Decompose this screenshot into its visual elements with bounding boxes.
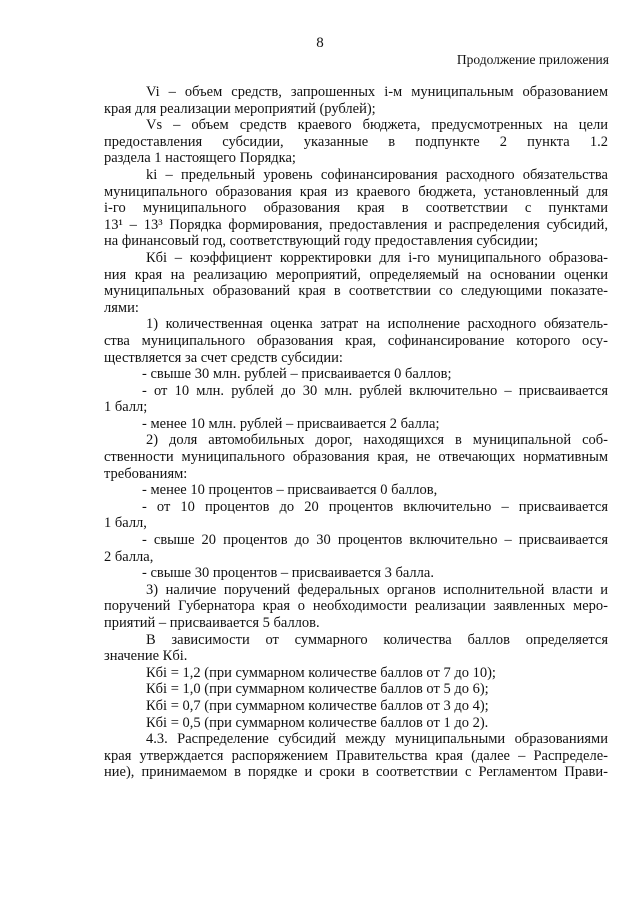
- text-line: приятий – присваивается 5 баллов.: [104, 615, 320, 631]
- text-line: Кбi = 0,5 (при суммарном количестве баллов от 1 до 2).: [146, 714, 489, 731]
- text-line: края утверждается распоряжением Правительства края (далее – Распределе-: [104, 747, 608, 764]
- text-line: ki – предельный уровень софинансирования расходного обязательства: [146, 166, 608, 183]
- text-line: края для реализации мероприятий (рублей);: [104, 100, 376, 117]
- text-line: значение Кбi.: [104, 648, 188, 665]
- text-line: 2 балла,: [104, 548, 154, 565]
- text-line: - от 10 млн. рублей до 30 млн. рублей включительно – присваивается: [142, 382, 608, 399]
- text-line: 3) наличие поручений федеральных органов исполнительной власти и: [146, 581, 608, 598]
- text-line: 1 балл,: [104, 515, 147, 532]
- text-line: муниципального образования края из краевого бюджета, установленный для: [104, 183, 608, 200]
- text-line: предоставления субсидии, указанные в подпункте 2 пункта 1.2: [104, 133, 608, 150]
- continuation-label: Продолжение приложения: [456, 52, 609, 67]
- text-line: на финансовый год, соответствующий году предоставления субсидии;: [104, 233, 539, 250]
- text-line: i-го муниципального образования края в соответствии с пунктами: [104, 200, 608, 217]
- text-line: поручений Губернатора края о необходимости реализации заявленных меро-: [104, 598, 608, 615]
- text-line: ществляется за счет средств субсидии:: [104, 349, 343, 366]
- text-line: ние), принимаемом в порядке и сроки в соответствии с Регламентом Прави-: [104, 764, 608, 781]
- text-line: - менее 10 процентов – присваивается 0 баллов,: [142, 482, 438, 499]
- text-line: Кбi = 1,2 (при суммарном количестве баллов от 7 до 10);: [146, 664, 496, 681]
- text-line: раздела 1 настоящего Порядка;: [104, 150, 296, 167]
- text-line: - свыше 30 процентов – присваивается 3 балла.: [142, 565, 434, 582]
- text-line: 4.3. Распределение субсидий между муниципальными образованиями: [146, 731, 608, 748]
- text-line: Vi – объем средств, запрошенных i-м муниципальным образованием: [146, 84, 608, 100]
- text-line: 1) количественная оценка затрат на исполнение расходного обязатель-: [146, 316, 608, 333]
- text-line: Кбi – коэффициент корректировки для i-го муниципального образова-: [146, 249, 608, 266]
- text-line: В зависимости от суммарного количества баллов определяется: [146, 631, 608, 648]
- text-line: 1 балл;: [104, 399, 148, 416]
- text-line: ния края на реализацию мероприятий, определяемый на основании оценки: [104, 266, 608, 283]
- text-line: ственности муниципального образования края, не отвечающих нормативным: [104, 449, 608, 466]
- text-line: - от 10 процентов до 20 процентов включительно – присваивается: [142, 498, 608, 515]
- text-line: - менее 10 млн. рублей – присваивается 2 балла;: [142, 415, 440, 432]
- text-line: - свыше 20 процентов до 30 процентов включительно – присваивается: [142, 532, 608, 549]
- text-line: требованиям:: [104, 465, 188, 482]
- text-line: 2) доля автомобильных дорог, находящихся в муниципальной соб-: [146, 432, 608, 449]
- text-line: - свыше 30 млн. рублей – присваивается 0 баллов;: [142, 366, 452, 383]
- page-number: 8: [316, 35, 324, 51]
- text-line: Vs – объем средств краевого бюджета, предусмотренных на цели: [146, 117, 608, 134]
- text-line: Кбi = 0,7 (при суммарном количестве баллов от 3 до 4);: [146, 697, 489, 714]
- text-line: Кбi = 1,0 (при суммарном количестве баллов от 5 до 6);: [146, 681, 489, 698]
- text-line: муниципальных образований края в соответствии со следующими показате-: [104, 283, 608, 300]
- text-line: 13¹ – 13³ Порядка формирования, предоставления и распределения субсидий,: [104, 216, 608, 233]
- text-line: лями:: [104, 299, 139, 316]
- document-body: [104, 84, 608, 781]
- text-line: ства муниципального образования края, софинансирование которого осу-: [104, 332, 608, 349]
